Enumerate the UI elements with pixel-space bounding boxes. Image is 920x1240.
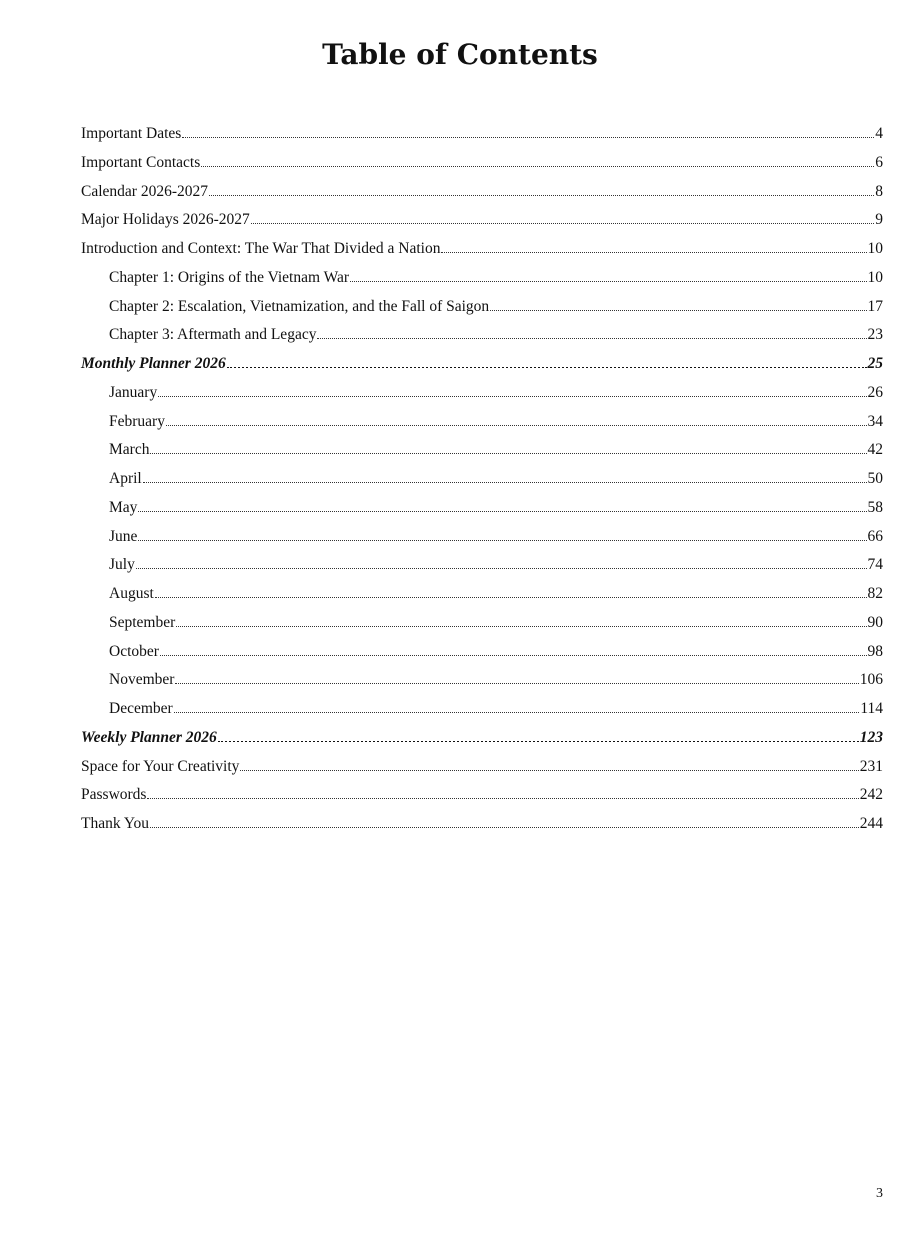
dot-leader (182, 137, 874, 138)
toc-entry-label: April (109, 470, 142, 487)
toc-entry-label: August (109, 585, 154, 602)
toc-entry-label: November (109, 671, 175, 689)
toc-entry[interactable] (81, 293, 883, 322)
dot-leader (201, 166, 874, 167)
toc-entry-page: 58 (867, 498, 883, 516)
toc-entry-label: Passwords (81, 786, 147, 804)
dot-leader (227, 367, 867, 368)
toc-entry-page: 6 (875, 153, 883, 171)
toc-entry-page: 42 (867, 441, 883, 459)
dot-leader (160, 655, 867, 656)
toc-entry-page: 9 (875, 211, 883, 229)
toc-entry-label: December (109, 700, 173, 717)
toc-entry[interactable] (81, 120, 883, 149)
dot-leader (138, 511, 866, 512)
dot-leader (350, 281, 866, 282)
toc-entry-page: 74 (867, 556, 883, 574)
toc-entry-label: Calendar 2026-2027 (81, 182, 208, 200)
toc-entry-page: 82 (867, 585, 883, 602)
toc-entry-label: October (109, 642, 159, 660)
toc-entry-page: 25 (867, 355, 883, 372)
toc-entry-label: July (109, 556, 135, 574)
toc-entry[interactable] (81, 810, 883, 839)
dot-leader (317, 338, 866, 339)
toc-entry-label: Chapter 2: Escalation, Vietnamization, and the Fall of Saigon (109, 297, 490, 315)
toc-entry-page: 90 (867, 613, 883, 631)
toc-entry[interactable] (81, 551, 883, 580)
dot-leader (251, 223, 874, 224)
toc-entry-page: 50 (867, 470, 883, 487)
toc-entry-page: 106 (859, 671, 883, 689)
toc-entry-page: 17 (867, 297, 883, 315)
toc-entry[interactable] (81, 724, 883, 753)
dot-leader (147, 798, 858, 799)
toc-entry[interactable] (81, 465, 883, 494)
toc-entry-page: 26 (867, 383, 883, 401)
dot-leader (158, 396, 866, 397)
dot-leader (174, 712, 860, 713)
toc-entry[interactable] (81, 695, 883, 724)
toc-entry-page: 8 (875, 182, 883, 200)
toc-entry[interactable] (81, 178, 883, 207)
toc-entry-label: Chapter 1: Origins of the Vietnam War (109, 268, 350, 286)
toc-entry-page: 23 (867, 326, 883, 344)
dot-leader (166, 425, 867, 426)
dot-leader (240, 770, 858, 771)
toc-entry-label: January (109, 383, 158, 401)
page-title: Table of Contents (322, 38, 598, 71)
toc-entry-page: 4 (875, 125, 883, 142)
toc-entry-page: 66 (867, 527, 883, 545)
page-number: 3 (876, 1186, 883, 1201)
dot-leader (155, 597, 867, 598)
toc-entry-page: 10 (867, 240, 883, 257)
toc-entry-page: 10 (867, 268, 883, 286)
toc-entry[interactable] (81, 436, 883, 465)
dot-leader (138, 540, 866, 541)
toc-entry-label: June (109, 527, 138, 545)
toc-entry[interactable] (81, 609, 883, 638)
toc-entry-page: 34 (867, 412, 883, 430)
toc-entry[interactable] (81, 408, 883, 437)
toc-entry-label: March (109, 441, 150, 459)
toc-entry-label: Space for Your Creativity (81, 757, 240, 775)
toc-entry[interactable] (81, 638, 883, 667)
toc-entry-label: Major Holidays 2026-2027 (81, 211, 250, 229)
toc-entry-label: Weekly Planner 2026 (81, 728, 217, 746)
toc-entry[interactable] (81, 666, 883, 695)
toc-entry[interactable] (81, 350, 883, 379)
table-of-contents (81, 120, 883, 839)
toc-entry-page: 114 (860, 700, 883, 717)
dot-leader (176, 626, 866, 627)
toc-entry-label: Introduction and Context: The War That Divided a Nation (81, 240, 441, 257)
toc-entry-label: Thank You (81, 815, 150, 832)
dot-leader (490, 310, 866, 311)
toc-entry-page: 98 (867, 642, 883, 660)
dot-leader (150, 827, 859, 828)
toc-entry-page: 242 (859, 786, 883, 804)
toc-entry[interactable] (81, 494, 883, 523)
toc-entry-label: Monthly Planner 2026 (81, 355, 226, 372)
toc-entry[interactable] (81, 149, 883, 178)
toc-entry[interactable] (81, 781, 883, 810)
dot-leader (136, 568, 867, 569)
toc-entry[interactable] (81, 206, 883, 235)
toc-entry[interactable] (81, 379, 883, 408)
toc-entry-page: 231 (859, 757, 883, 775)
toc-entry-label: September (109, 613, 176, 631)
toc-entry[interactable] (81, 580, 883, 609)
toc-entry[interactable] (81, 235, 883, 264)
dot-leader (175, 683, 858, 684)
toc-entry-label: Important Dates (81, 125, 182, 142)
toc-entry[interactable] (81, 523, 883, 552)
toc-entry[interactable] (81, 264, 883, 293)
toc-entry-label: February (109, 412, 165, 430)
dot-leader (150, 453, 866, 454)
toc-entry-label: May (109, 498, 138, 516)
dot-leader (441, 252, 866, 253)
toc-entry-label: Chapter 3: Aftermath and Legacy (109, 326, 317, 344)
toc-entry-page: 123 (859, 728, 883, 746)
toc-entry-label: Important Contacts (81, 153, 201, 171)
dot-leader (218, 741, 859, 742)
toc-entry-page: 244 (859, 815, 883, 832)
dot-leader (143, 482, 867, 483)
toc-entry[interactable] (81, 753, 883, 782)
toc-entry[interactable] (81, 321, 883, 350)
dot-leader (209, 195, 874, 196)
